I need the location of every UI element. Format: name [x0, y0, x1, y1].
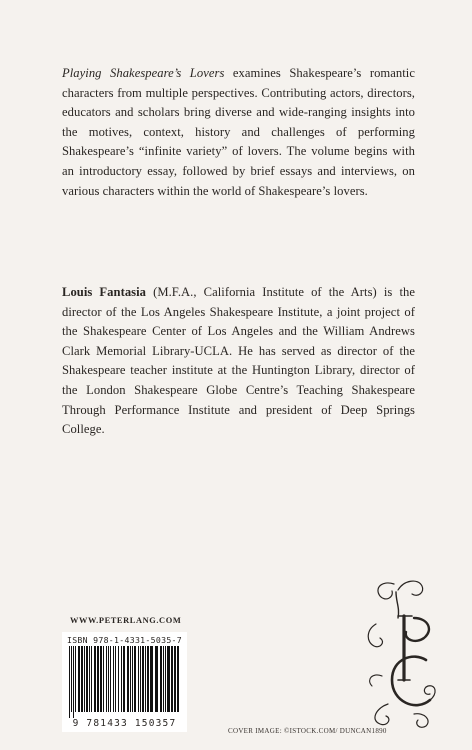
description-paragraph	[62, 64, 415, 201]
author-bio-text: (M.F.A., California Institute of the Arts) is the director of the Los Angeles Shakespeare Institute, a joint project of the Shakespeare Center of Los Angeles and the William Andrews Clark Memorial Library-UCLA. He has served as director of the Shakespeare teacher institute at the Huntington Library, director of the London Shakespeare Globe Centre’s Teaching Shakespeare Through Performance Institute and president of Deep Springs College.	[62, 285, 415, 437]
publisher-url: WWW.PETERLANG.COM	[70, 616, 182, 625]
description-text: examines Shakespeare’s romantic characters from multiple perspectives. Contributing actors, directors, educators and scholars bring diverse and wide-ranging insights into the motives, context, history and challenges of performing Shakespeare’s “infinite variety” of lovers. The volume begins with an introductory essay, followed by brief essays and interviews, on various characters within the world of Shakespeare’s lovers.	[62, 66, 415, 198]
author-name: Louis Fantasia	[62, 285, 147, 299]
book-title: Playing Shakespeare’s Lovers	[62, 66, 225, 80]
barcode-bars	[67, 646, 182, 718]
barcode-digits: 9 781433 150357	[72, 718, 177, 729]
cover-image-credit: COVER IMAGE: ©ISTOCK.COM/ DUNCAN1890	[228, 727, 387, 735]
isbn-label: ISBN 978-1-4331-5035-7	[66, 635, 183, 645]
author-bio-paragraph	[62, 283, 415, 440]
barcode-block	[62, 632, 187, 732]
peter-lang-monogram-logo	[352, 572, 452, 732]
